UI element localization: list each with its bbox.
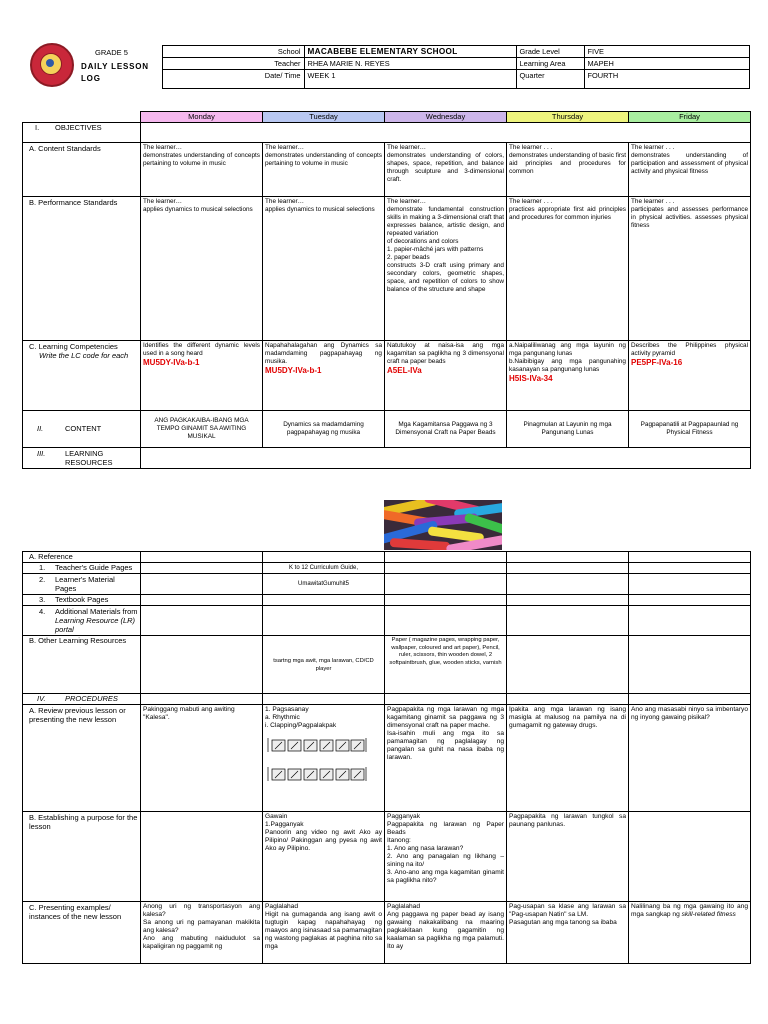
day-wednesday: Wednesday [385,112,507,123]
quarter-value: FOURTH [584,70,749,89]
reference-label: A. Reference [23,552,141,563]
resources-num: III. [37,449,46,458]
review-thursday: Ipakita ang mga larawan ng isang masigla at malusog na pamilya na di gumagamit ng gateway drugs. [507,705,629,812]
purpose-thursday: Pagpapakita ng larawan tungkol sa paunang panlunas. [507,812,629,902]
ref-item-4-label: Additional Materials from [55,607,138,616]
teacher-label: Teacher [162,58,304,70]
content-friday: Pagpapanatili at Pagpapaunlad ng Physical Fitness [629,411,751,448]
other-resources-tuesday: tsartng mga awit, mga larawan, CD/CD player [263,636,385,694]
content-num: II. [37,424,44,433]
purpose-wednesday: Pagganyak Pagpapakita ng larawan ng Paper Beads Itanong: 1. Ano ang nasa larawan? 2. Ano ang panagalan ng likhang –sining na ito/ 3. Ano-ano ang mga kagamitan ginamit sa paglikha nito? [385,812,507,902]
learning-competencies-label [23,341,141,411]
ref-2-tuesday: UmawitatGumuhit5 [263,574,385,595]
lc-monday [141,341,263,411]
lc-monday-code: MU5DY-IVa-b-1 [143,358,200,367]
review-wednesday: Pagpapakita ng mga larawan ng mga kagamitang ginamit sa paggawa ng 3 dimensyonal craft na paper mache. Isa-isahin muli ang mga ito sa pamamagitan ng paglalagay ng pangalan sa guhit na nasa ibaba ng larawan. [385,705,507,812]
grade-level-value: FIVE [584,46,749,58]
objectives-heading [23,123,141,143]
teacher-value: RHEA MARIE N. REYES [304,58,516,70]
log-title: DAILY LESSON LOG [81,61,149,83]
rhythm-notation-2 [267,765,382,786]
content-label: CONTENT [65,424,102,433]
ref-item-2-label: Learner's Material Pages [55,575,115,593]
school-value: MACABEBE ELEMENTARY SCHOOL [304,46,516,58]
lc-tuesday [263,341,385,411]
lc-label: C. Learning Competencies [29,342,118,351]
presenting-friday [629,902,751,964]
ref-item-3-num: 3. [39,595,46,604]
quarter-label: Quarter [516,70,584,89]
content-thursday: Pinagmulan at Layunin ng mga Pangunang Lunas [507,411,629,448]
ref-item-2 [23,574,141,595]
resources-label: LEARNING RESOURCES [65,449,113,467]
cs-friday: The learner . . . demonstrates understanding of participation and assessment of physical activity and physical fitness [629,143,751,197]
procedures-heading [23,694,141,705]
ref-item-3 [23,595,141,606]
cs-wednesday: The learner… demonstrates understanding of colors, shapes, space, repetition, and balance through sculpture and 3-dimensional craft. [385,143,507,197]
ref-item-1-num: 1. [39,563,46,572]
date-value: WEEK 1 [304,70,516,89]
day-tuesday: Tuesday [263,112,385,123]
purpose-tuesday: Gawain 1.Pagganyak Panoorin ang video ng awit Ako ay Pilipino/ Pakinggan ang pyesa ng awit Ako ay Pilipino. [263,812,385,902]
ref-item-3-label: Textbook Pages [55,595,109,604]
lc-wednesday-code: A5EL-IVa [387,366,422,375]
review-tuesday-text: 1. Pagsasanay a. Rhythmic i. Clapping/Pagpalakpak [265,706,337,729]
grade-level-label: Grade Level [516,46,584,58]
objectives-label: OBJECTIVES [55,123,102,132]
resources-procedures-table [22,551,751,964]
purpose-label: B. Establishing a purpose for the lesson [23,812,141,902]
objectives-num: I. [35,123,40,132]
presenting-friday-italic: skill-related fitness [681,911,736,918]
review-monday: Pakinggang mabuti ang awiting "Kalesa". [141,705,263,812]
grade-label: GRADE 5 [95,47,128,57]
presenting-thursday: Pag-usapan sa klase ang larawan sa "Pag-usapan Natin" sa LM. Pasagutan ang mga tanong sa ibaba [507,902,629,964]
crayons-photo [384,500,502,550]
lc-sublabel: Write the LC code for each [39,351,129,360]
presenting-monday: Anong uri ng transportasyon ang kalesa? Sa anong uri ng pamayanan makikita ang kalesa? Ano ang mabuting naidudulot sa kapaligiran ng paggamit ng [141,902,263,964]
ref-item-2-num: 2. [39,575,46,584]
learning-area-label: Learning Area [516,58,584,70]
ref-item-1-label: Teacher's Guide Pages [55,563,133,572]
procedures-num: IV. [37,694,46,703]
lc-wednesday-text: Natutukoy at naisa-isa ang mga kagamitan sa paglikha ng 3 dimensyonal craft na paper beads [387,342,504,365]
ref-item-4-label-italic: Learning Resource (LR) portal [55,616,136,634]
lc-friday-text: Describes the Philippines physical activity pyramid [631,342,748,357]
ps-tuesday: The learner… applies dynamics to musical selections [263,197,385,341]
purpose-friday [629,812,751,902]
ref-item-4-num: 4. [39,607,46,616]
procedures-label: PROCEDURES [65,694,118,703]
lc-monday-text: Identifies the different dynamic levels used in a song heard [143,342,260,357]
school-label: School [162,46,304,58]
ps-wednesday: The learner… demonstrate fundamental construction skills in making a 3-dimensional craft that expresses balance, artistic design, and repeated variation of decorations and colors 1. papier-mâché jars with patterns 2. paper beads constructs 3-D craft using primary and secondary colors, geometric shapes, space, and repetition of colors to show balance of the structure and shape [385,197,507,341]
header-table [21,45,750,89]
learning-area-value: MAPEH [584,58,749,70]
cs-monday: The learner… demonstrates understanding of concepts pertaining to volume in music [141,143,263,197]
day-monday: Monday [141,112,263,123]
cs-tuesday: The learner… demonstrates understanding of concepts pertaining to volume in music [263,143,385,197]
lc-friday-code: PE5PF-IVa-16 [631,358,683,367]
content-wednesday: Mga Kagamitansa Paggawa ng 3 Dimensyonal Craft na Paper Beads [385,411,507,448]
other-resources-wednesday: Paper ( magazine pages, wrapping paper, wallpaper, coloured and art paper), Pencil, ruler, scissors, thin wooden dowel, 2 softpaintbrush, glue, wooden sticks, varnish [385,636,507,694]
lc-thursday [507,341,629,411]
lc-thursday-text: a.Naipaliliwanag ang mga layunin ng mga pangunang lunas b.Naibibigay ang mga pangunahing kasanayan sa pangunang lunas [509,342,626,373]
date-label: Date/ Time [162,70,304,89]
content-monday: ANG PAGKAKAIBA-IBANG MGA TEMPO GINAMIT SA AWITING MUSIKAL [141,411,263,448]
cs-thursday: The learner . . . demonstrates understanding of basic first aid principles and procedures for common [507,143,629,197]
purpose-monday [141,812,263,902]
ps-thursday: The learner . . . practices appropriate first aid principles and procedures for common injuries [507,197,629,341]
ref-item-4 [23,606,141,636]
presenting-label: C. Presenting examples/ instances of the new lesson [23,902,141,964]
ps-friday: The learner . . . participates and assesses performance in physical activities. assesses physical fitness [629,197,751,341]
lc-friday [629,341,751,411]
performance-standards-label: B. Performance Standards [23,197,141,341]
lc-tuesday-text: Napahahalagahan ang Dynamics sa madamdaming pagpapahayag ng musika. [265,342,382,365]
lc-tuesday-code: MU5DY-IVa-b-1 [265,366,322,375]
review-tuesday [263,705,385,812]
ref-1-tuesday: K to 12 Curriculum Guide, [263,563,385,574]
presenting-tuesday: Paglalahad Higit na gumaganda ang isang awit o tugtugin kapag napahahayag ng maayos ang isinasaad sa pamamagitan ng wastong paglakas at paghina nito sa mga [263,902,385,964]
ref-item-1 [23,563,141,574]
content-tuesday: Dynamics sa madamdaming pagpapahayag ng musika [263,411,385,448]
presenting-friday-text: Nalilinang ba ng mga gawaing ito ang mga sangkap ng [631,903,748,918]
lc-thursday-code: H5IS-IVa-34 [509,374,553,383]
lc-wednesday [385,341,507,411]
content-standards-label: A. Content Standards [23,143,141,197]
day-thursday: Thursday [507,112,629,123]
review-friday: Ano ang masasabi ninyo sa imbentaryo ng inyong gawaing pisikal? [629,705,751,812]
objectives-table [22,111,751,469]
review-label: A. Review previous lesson or presenting the new lesson [23,705,141,812]
resources-heading [23,448,141,469]
content-heading [23,411,141,448]
ps-monday: The learner… applies dynamics to musical selections [141,197,263,341]
rhythm-notation-1 [267,736,382,757]
other-resources-label: B. Other Learning Resources [23,636,141,694]
day-friday: Friday [629,112,751,123]
presenting-wednesday: Paglalahad Ang paggawa ng paper bead ay isang gawaing nakakalibang na maaring pagkakitaan kung gagamitin ng kaalaman sa paglikha ng mga palamuti. Ito ay [385,902,507,964]
